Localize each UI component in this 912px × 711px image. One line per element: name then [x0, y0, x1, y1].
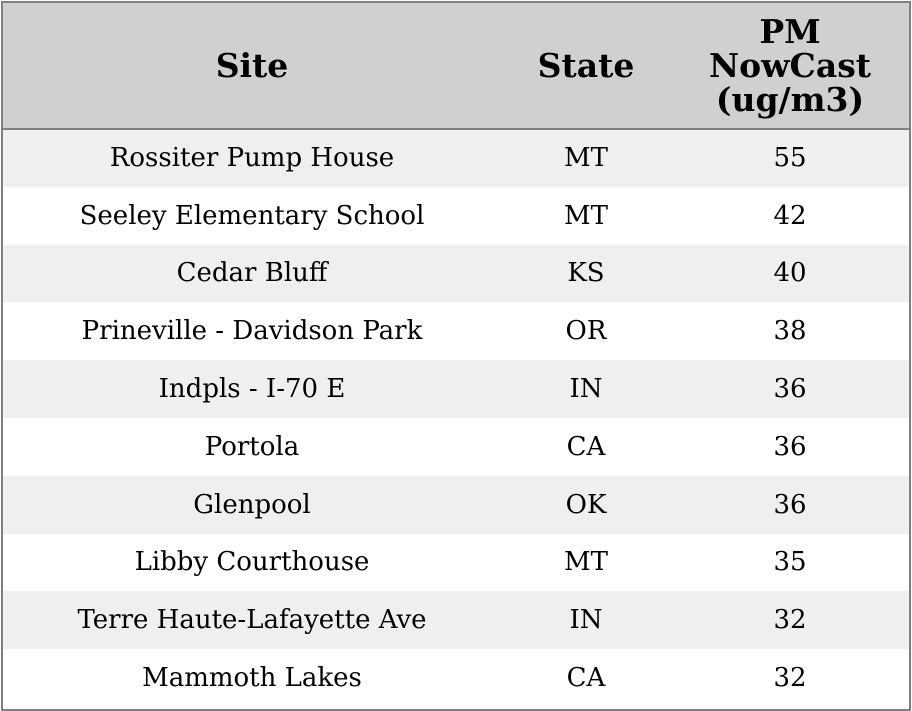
site-cell: Prineville - Davidson Park — [81, 316, 423, 347]
air-quality-table-container — [1, 1, 911, 711]
pm-value-cell: 38 — [773, 316, 807, 347]
table-row — [3, 129, 909, 187]
table-row — [3, 649, 909, 707]
pm-value-cell: 42 — [773, 200, 807, 231]
pm-value-cell: 55 — [773, 143, 807, 174]
state-cell: MT — [564, 547, 608, 578]
site-cell: Mammoth Lakes — [142, 663, 362, 694]
site-cell: Rossiter Pump House — [109, 143, 395, 174]
site-cell: Cedar Bluff — [176, 258, 328, 289]
table-row — [3, 476, 909, 534]
pm-value-cell: 36 — [773, 431, 807, 462]
site-cell: Indpls - I-70 E — [158, 374, 346, 405]
state-cell: OR — [565, 316, 607, 347]
pm-value-cell: 32 — [773, 663, 807, 694]
column-header-pm-line1: PM — [759, 11, 821, 51]
site-cell: Portola — [204, 431, 300, 462]
state-cell: KS — [567, 258, 605, 289]
table-body — [3, 129, 909, 707]
column-header-state: State — [537, 45, 635, 85]
state-cell: IN — [569, 605, 603, 636]
column-header-site: Site — [215, 45, 289, 85]
table-row — [3, 418, 909, 476]
table-row — [3, 534, 909, 592]
header-row — [3, 3, 909, 129]
column-header-pm-nowcast — [671, 3, 909, 129]
pm-value-cell: 32 — [773, 605, 807, 636]
site-cell: Glenpool — [193, 489, 311, 520]
state-cell: CA — [566, 431, 606, 462]
table-row — [3, 591, 909, 649]
state-cell: MT — [564, 143, 608, 174]
state-cell: OK — [565, 489, 607, 520]
pm-value-cell: 40 — [773, 258, 807, 289]
site-cell: Libby Courthouse — [134, 547, 370, 578]
site-cell: Seeley Elementary School — [79, 200, 425, 231]
column-header-pm-line3: (ug/m3) — [715, 79, 865, 119]
site-cell: Terre Haute-Lafayette Ave — [77, 605, 427, 636]
table-row — [3, 360, 909, 418]
state-cell: IN — [569, 374, 603, 405]
pm-value-cell: 36 — [773, 374, 807, 405]
pm-value-cell: 35 — [773, 547, 807, 578]
column-header-pm-line2: NowCast — [708, 45, 872, 85]
pm-value-cell: 36 — [773, 489, 807, 520]
pm-nowcast-table — [3, 3, 909, 707]
table-row — [3, 302, 909, 360]
table-row — [3, 245, 909, 303]
table-row — [3, 187, 909, 245]
state-cell: CA — [566, 663, 606, 694]
state-cell: MT — [564, 200, 608, 231]
table-header — [3, 3, 909, 129]
